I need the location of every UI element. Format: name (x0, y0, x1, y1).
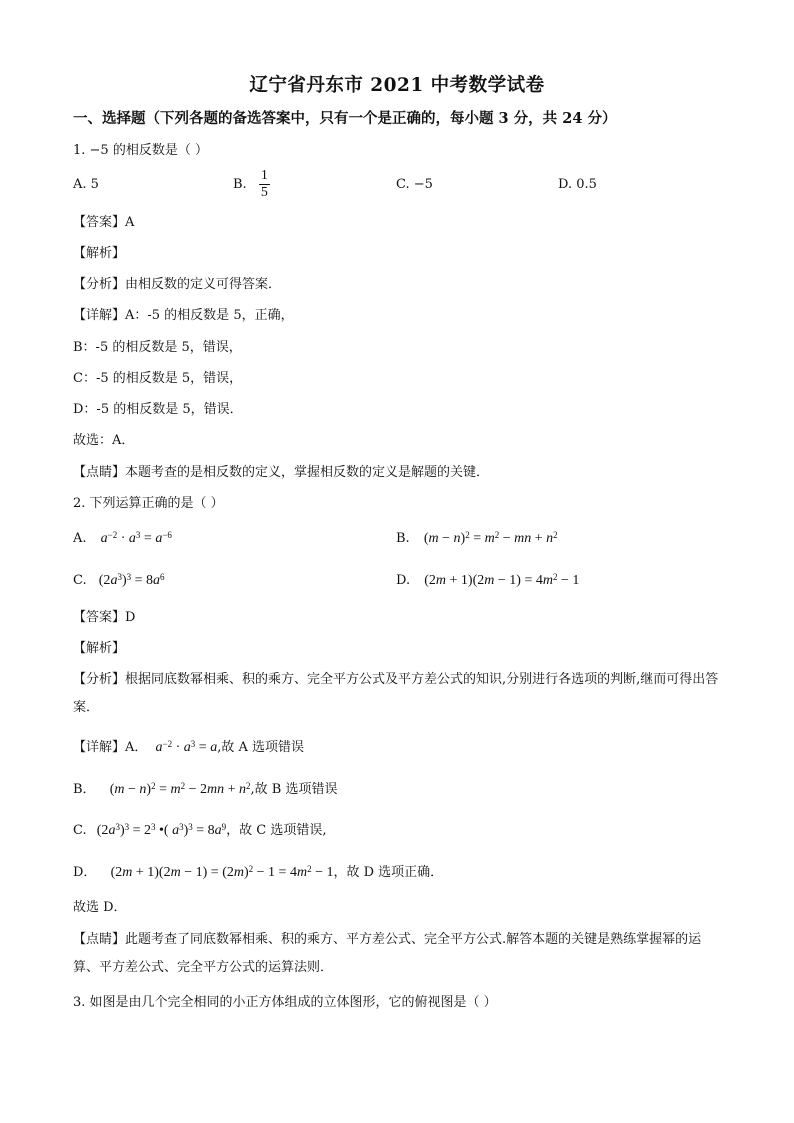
fraction-numerator: 1 (260, 168, 268, 183)
q1-line-b: B：-5 的相反数是 5，错误， (73, 340, 242, 355)
q1-option-c: C. −5 (396, 177, 433, 192)
q1-choose: 故选：A． (73, 433, 135, 448)
q2-stem: 2. 下列运算正确的是（ ） (73, 496, 224, 511)
q2-detail-b-label: B． (73, 782, 96, 797)
q2-option-c-label: C. (73, 573, 87, 588)
page-title: 辽宁省丹东市 2021 中考数学试卷 (249, 75, 545, 96)
q1-fenxi: 【分析】由相反数的定义可得答案． (73, 277, 282, 292)
q1-dianjing: 【点睛】本题考查的是相反数的定义，掌握相反数的定义是解题的关键． (73, 465, 490, 480)
q2-detail-c-tail: ，故 C 选项错误, (226, 823, 327, 838)
q1-stem: 1. −5 的相反数是（ ） (73, 143, 208, 158)
q1-line-c: C：-5 的相反数是 5，错误， (73, 371, 243, 386)
q2-detail-b (73, 782, 338, 798)
q3-stem: 3. 如图是由几个完全相同的小正方体组成的立体图形，它的俯视图是（ ） (73, 995, 497, 1010)
q2-detail-c-label: C. (73, 823, 87, 838)
q2-option-a (73, 531, 172, 547)
q2-option-a-label: A. (73, 531, 87, 546)
q2-detail-b-formula: $(m - n)^2 = m^2 - 2mn + n^2$ (109, 781, 251, 797)
q2-detail-b-tail: ,故 B 选项错误 (250, 782, 338, 797)
q1-option-b-fraction (259, 168, 270, 201)
q2-detail-c (73, 823, 327, 839)
q2-option-a-formula: $a^{-2} \cdot a^3 = a^{-6}$ (100, 530, 172, 546)
q2-detail-a (73, 740, 304, 756)
q1-answer: 【答案】A (73, 215, 135, 230)
q2-option-c (73, 573, 165, 589)
q2-detail-d-label: D． (73, 865, 97, 880)
q2-option-d (396, 573, 579, 589)
q1-line-d: D：-5 的相反数是 5，错误． (73, 402, 243, 417)
q2-analysis-label: 【解析】 (73, 641, 126, 656)
q1-analysis-label: 【解析】 (73, 246, 126, 261)
q2-option-b-formula: $(m - n)^2 = m^2$ − mn + $n^2$ (423, 530, 558, 546)
q2-detail-d-formula: $(2m + 1)(2m - 1) = (2m)^2 - 1 = 4m^2 - 1$ (110, 864, 334, 880)
q2-choose: 故选 D． (73, 900, 127, 915)
q1-xiangjie: 【详解】A：-5 的相反数是 5，正确， (73, 308, 294, 323)
q1-option-a: A. 5 (73, 177, 99, 192)
q2-answer: 【答案】D (73, 610, 136, 625)
q2-detail-label: 【详解】A． (73, 740, 148, 755)
q2-option-b-label: B. (396, 531, 410, 546)
q2-detail-c-formula: $(2a^3)^3 = 2^3$ •( $a^3)^3 = 8a^9$ (96, 822, 227, 838)
q2-fenxi: 【分析】根据同底数幂相乘、积的乘方、完全平方公式及平方差公式的知识,分别进行各选项的判断,继而可得出答案． (73, 672, 719, 715)
q2-detail-a-formula: $a^{-2} \cdot a^3 = a$ (155, 739, 218, 755)
section-heading: 一、选择题（下列各题的备选答案中，只有一个是正确的，每小题 3 分，共 24 分） (73, 110, 617, 127)
q2-option-d-label: D. (396, 573, 411, 588)
q1-option-b-label: B. (233, 177, 247, 192)
q1-option-d: D. 0.5 (558, 177, 597, 192)
fraction-denominator: 5 (260, 185, 268, 200)
q2-dianjing: 【点睛】此题考查了同底数幂相乘、积的乘方、平方差公式、完全平方公式.解答本题的关键是熟练掌握幂的运算、平方差公式、完全平方公式的运算法则． (73, 932, 702, 975)
q2-option-d-formula: $(2m + 1)(2m - 1) = 4m^2 - 1$ (424, 572, 580, 588)
q2-detail-d (73, 865, 443, 881)
q1-option-b (233, 168, 270, 201)
q2-detail-d-tail: ，故 D 选项正确． (333, 865, 444, 880)
q2-option-c-formula: $(2a^3)^3 = 8a^6$ (98, 572, 165, 588)
q2-detail-a-tail: ,故 A 选项错误 (217, 740, 304, 755)
q2-option-b (396, 531, 558, 547)
